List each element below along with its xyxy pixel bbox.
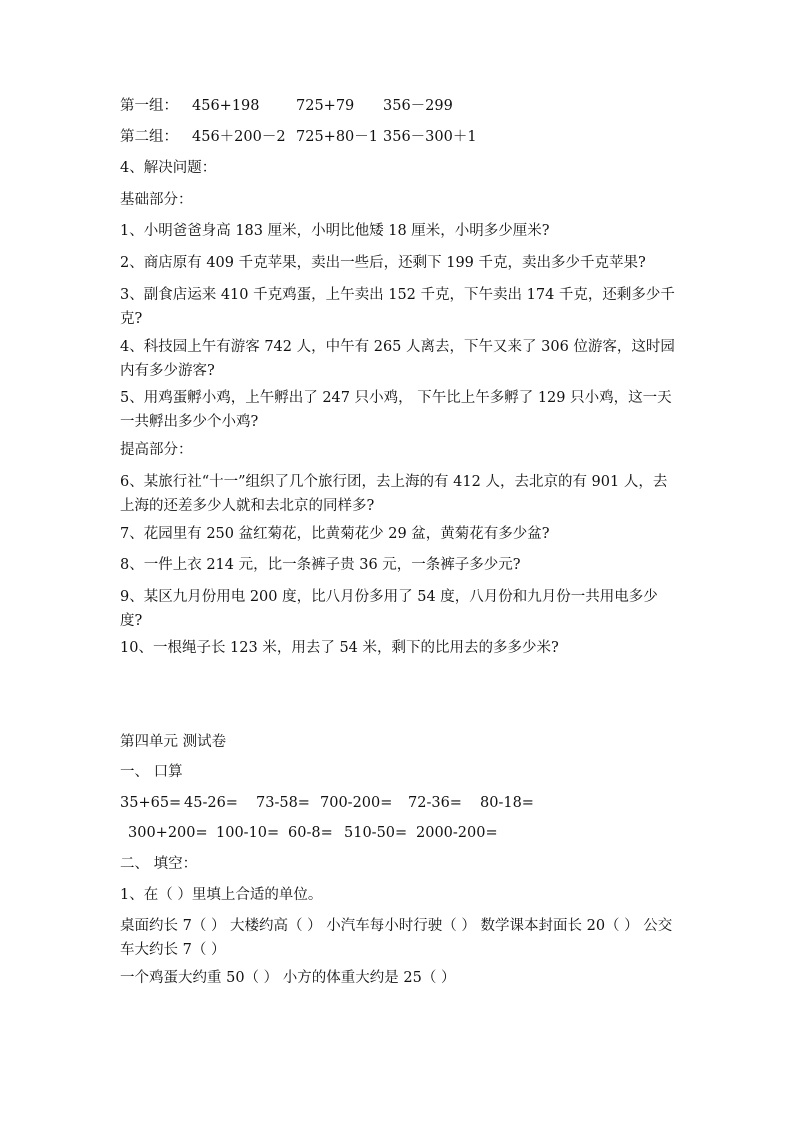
group2-expr-3: 356－300＋1 <box>383 129 477 145</box>
unit4-section2: 二、 填空： <box>120 856 198 872</box>
oral-4: 700-200= <box>320 795 393 811</box>
oral-3: 73-58= <box>256 795 310 811</box>
group1-expr-2: 725+79 <box>296 98 355 114</box>
oral-7: 300+200= <box>128 825 208 841</box>
unit4-title: 第四单元 测试卷 <box>120 734 227 750</box>
advanced-heading: 提高部分： <box>120 442 193 458</box>
oral-1: 35+65= <box>120 795 182 811</box>
oral-10: 510-50= <box>344 825 408 841</box>
advanced-problem-10: 10、一根绳子长 123 米，用去了 54 米，剩下的比用去的多多少米? <box>120 640 559 656</box>
oral-8: 100-10= <box>216 825 280 841</box>
group1-label: 第一组： <box>120 98 178 114</box>
fill-question-1-line1: 桌面约长 7（ ） 大楼约高（ ） 小汽车每小时行驶（ ） 数学课本封面长 20（ ） 公交车大约长 7（ ） <box>120 918 673 958</box>
advanced-problem-7: 7、花园里有 250 盆红菊花，比黄菊花少 29 盆，黄菊花有多少盆? <box>120 526 550 542</box>
basic-problem-2: 2、商店原有 409 千克苹果，卖出一些后，还剩下 199 千克，卖出多少千克苹果? <box>120 255 646 271</box>
group2-label: 第二组： <box>120 129 178 145</box>
advanced-problem-8: 8、一件上衣 214 元，比一条裤子贵 36 元，一条裤子多少元? <box>120 557 521 573</box>
oral-6: 80-18= <box>480 795 534 811</box>
group1-expr-1: 456+198 <box>192 98 260 114</box>
basic-problem-3: 3、副食店运来 410 千克鸡蛋，上午卖出 152 千克，下午卖出 174 千克，还剩多少千克? <box>120 287 675 327</box>
basic-problem-4: 4、科技园上午有游客 742 人，中午有 265 人离去，下午又来了 306 位游客，这时园内有多少游客? <box>120 339 675 379</box>
group1-expr-3: 356－299 <box>383 98 453 114</box>
basic-heading: 基础部分： <box>120 192 193 208</box>
oral-2: 45-26= <box>184 795 238 811</box>
section-heading-4: 4、解决问题： <box>120 160 217 176</box>
group2-expr-2: 725+80－1 <box>296 129 379 145</box>
fill-question-1-line2: 一个鸡蛋大约重 50（ ） 小方的体重大约是 25（ ） <box>120 970 456 986</box>
basic-problem-5: 5、用鸡蛋孵小鸡，上午孵出了 247 只小鸡， 下午比上午多孵了 129 只小鸡，这一天一共孵出多少个小鸡? <box>120 390 672 430</box>
group2-expr-1: 456＋200－2 <box>192 129 286 145</box>
group1-row <box>120 94 178 118</box>
advanced-problem-6: 6、某旅行社“十一”组织了几个旅行团，去上海的有 412 人，去北京的有 901 人，去上海的还差多少人就和去北京的同样多? <box>120 474 668 514</box>
fill-question-1: 1、在（ ）里填上合适的单位。 <box>120 887 323 903</box>
basic-problem-1: 1、小明爸爸身高 183 厘米，小明比他矮 18 厘米，小明多少厘米? <box>120 223 550 239</box>
oral-9: 60-8= <box>288 825 333 841</box>
advanced-problem-9: 9、某区九月份用电 200 度，比八月份多用了 54 度，八月份和九月份一共用电多少度? <box>120 589 658 629</box>
group2-row <box>120 125 178 149</box>
unit4-section1: 一、 口算 <box>120 764 183 780</box>
oral-11: 2000-200= <box>416 825 498 841</box>
oral-5: 72-36= <box>408 795 462 811</box>
